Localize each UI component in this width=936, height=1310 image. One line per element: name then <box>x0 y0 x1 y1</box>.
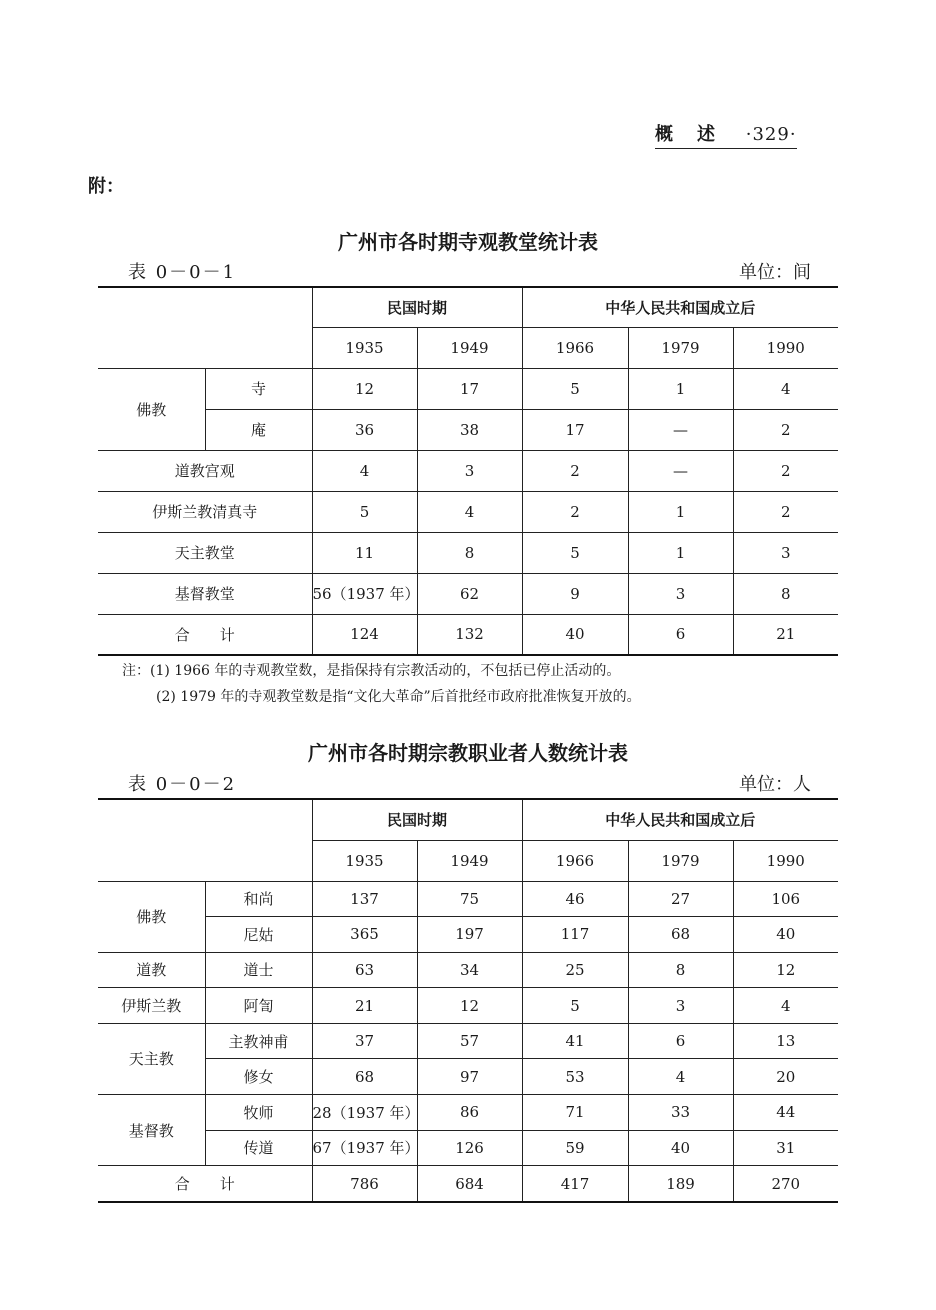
table-cell: 62 <box>417 573 522 614</box>
table-cell: 786 <box>312 1166 417 1202</box>
table1-year-header: 1949 <box>417 327 522 368</box>
table-cell: 3 <box>417 450 522 491</box>
table-cell: 132 <box>417 614 522 655</box>
table-cell: 365 <box>312 917 417 953</box>
appendix-label: 附： <box>88 176 124 197</box>
table-cell: 40 <box>628 1130 733 1166</box>
table-cell: 97 <box>417 1059 522 1095</box>
table-cell: 56（1937 年） <box>312 573 417 614</box>
table-cell: 31 <box>733 1130 838 1166</box>
table-cell: 2 <box>733 450 838 491</box>
table-cell: 137 <box>312 881 417 917</box>
table-cell: 46 <box>522 881 628 917</box>
table-cell: 63 <box>312 952 417 988</box>
table-row <box>98 1095 838 1131</box>
table2-title: 广州市各时期宗教职业者人数统计表 <box>308 741 628 765</box>
row-sub-label: 和尚 <box>205 881 312 917</box>
table-cell: 13 <box>733 1023 838 1059</box>
table-total-row <box>98 1166 838 1202</box>
row-label: 道教宫观 <box>98 450 312 491</box>
table-cell: 4 <box>312 450 417 491</box>
table-cell: 28（1937 年） <box>312 1095 417 1131</box>
table-cell: — <box>628 450 733 491</box>
table-cell: 27 <box>628 881 733 917</box>
table-cell: 2 <box>522 491 628 532</box>
row-sub-label: 道士 <box>205 952 312 988</box>
total-label: 合 计 <box>98 1166 312 1202</box>
table-cell: 41 <box>522 1023 628 1059</box>
table2-year-header: 1935 <box>312 840 417 881</box>
table-cell: 3 <box>628 988 733 1024</box>
table2-year-header: 1949 <box>417 840 522 881</box>
running-header <box>655 120 797 149</box>
row-sub-label: 主教神甫 <box>205 1023 312 1059</box>
section-name: 概述 <box>655 124 739 145</box>
table-cell: 40 <box>733 917 838 953</box>
row-group-label: 佛教 <box>98 368 205 450</box>
table1-title: 广州市各时期寺观教堂统计表 <box>338 230 598 254</box>
row-group-label: 基督教 <box>98 1095 205 1166</box>
table1-year-header: 1935 <box>312 327 417 368</box>
table-cell: 75 <box>417 881 522 917</box>
table2-period1-header: 民国时期 <box>312 799 522 840</box>
table2-year-header: 1990 <box>733 840 838 881</box>
table2-year-header: 1966 <box>522 840 628 881</box>
table-cell: 68 <box>628 917 733 953</box>
row-group-label: 佛教 <box>98 881 205 952</box>
table-cell: 33 <box>628 1095 733 1131</box>
table-cell: 5 <box>522 532 628 573</box>
table-cell: 1 <box>628 532 733 573</box>
table1-year-header: 1979 <box>628 327 733 368</box>
table-cell: 124 <box>312 614 417 655</box>
table-cell: 38 <box>417 409 522 450</box>
table-cell: 3 <box>628 573 733 614</box>
table-cell: 684 <box>417 1166 522 1202</box>
table-cell: 117 <box>522 917 628 953</box>
table-cell: 21 <box>312 988 417 1024</box>
row-group-label: 伊斯兰教 <box>98 988 205 1024</box>
table-cell: 197 <box>417 917 522 953</box>
table-cell: 36 <box>312 409 417 450</box>
table1-period2-header: 中华人民共和国成立后 <box>522 287 838 327</box>
table-cell: 8 <box>628 952 733 988</box>
table-cell: 2 <box>733 409 838 450</box>
row-label: 基督教堂 <box>98 573 312 614</box>
table1-notes <box>122 658 641 710</box>
table-row <box>98 952 838 988</box>
table-cell: 126 <box>417 1130 522 1166</box>
table-cell: 68 <box>312 1059 417 1095</box>
table-cell: 417 <box>522 1166 628 1202</box>
table-row <box>98 368 838 409</box>
table-cell: 4 <box>733 988 838 1024</box>
table1-corner-cell <box>98 287 312 368</box>
table-cell: 5 <box>522 988 628 1024</box>
table-cell: 57 <box>417 1023 522 1059</box>
row-sub-label: 修女 <box>205 1059 312 1095</box>
table1-year-header: 1966 <box>522 327 628 368</box>
table-row <box>98 1130 838 1166</box>
table-cell: 4 <box>733 368 838 409</box>
table2-year-header: 1979 <box>628 840 733 881</box>
table-cell: 1 <box>628 368 733 409</box>
table-cell: — <box>628 409 733 450</box>
table-row <box>98 573 838 614</box>
table-cell: 4 <box>628 1059 733 1095</box>
total-label: 合 计 <box>98 614 312 655</box>
row-sub-label: 牧师 <box>205 1095 312 1131</box>
table-cell: 37 <box>312 1023 417 1059</box>
row-sub-label: 庵 <box>205 409 312 450</box>
table-cell: 2 <box>733 491 838 532</box>
table-cell: 4 <box>417 491 522 532</box>
table-cell: 189 <box>628 1166 733 1202</box>
table-cell: 17 <box>417 368 522 409</box>
note-2: (2) 1979 年的寺观教堂数是指“文化大革命”后首批经市政府批准恢复开放的。 <box>156 689 641 705</box>
table1-year-header: 1990 <box>733 327 838 368</box>
table-cell: 12 <box>312 368 417 409</box>
table-cell: 12 <box>733 952 838 988</box>
table1-number: 表 0－0－1 <box>128 262 237 283</box>
row-sub-label: 寺 <box>205 368 312 409</box>
table2 <box>98 798 838 1203</box>
table-cell: 2 <box>522 450 628 491</box>
row-sub-label: 传道 <box>205 1130 312 1166</box>
table-row <box>98 1023 838 1059</box>
table2-unit: 单位：人 <box>739 774 811 795</box>
row-label: 伊斯兰教清真寺 <box>98 491 312 532</box>
table-cell: 34 <box>417 952 522 988</box>
row-group-label: 天主教 <box>98 1023 205 1094</box>
table-cell: 3 <box>733 532 838 573</box>
table1-unit: 单位：间 <box>739 262 811 283</box>
page-number: ·329· <box>745 124 797 145</box>
table-row <box>98 917 838 953</box>
table-cell: 8 <box>733 573 838 614</box>
table-cell: 6 <box>628 614 733 655</box>
table2-number: 表 0－0－2 <box>128 774 237 795</box>
table-cell: 11 <box>312 532 417 573</box>
row-sub-label: 阿訇 <box>205 988 312 1024</box>
table-cell: 12 <box>417 988 522 1024</box>
table-cell: 9 <box>522 573 628 614</box>
row-sub-label: 尼姑 <box>205 917 312 953</box>
table1-period1-header: 民国时期 <box>312 287 522 327</box>
table-cell: 8 <box>417 532 522 573</box>
row-group-label: 道教 <box>98 952 205 988</box>
table-cell: 270 <box>733 1166 838 1202</box>
table-cell: 40 <box>522 614 628 655</box>
table-cell: 20 <box>733 1059 838 1095</box>
table-row <box>98 409 838 450</box>
table-cell: 53 <box>522 1059 628 1095</box>
table-cell: 21 <box>733 614 838 655</box>
table2-period2-header: 中华人民共和国成立后 <box>522 799 838 840</box>
note-1: 注：(1) 1966 年的寺观教堂数，是指保持有宗教活动的，不包括已停止活动的。 <box>122 663 621 679</box>
table-cell: 86 <box>417 1095 522 1131</box>
table-row <box>98 532 838 573</box>
table-row <box>98 1059 838 1095</box>
table-row <box>98 450 838 491</box>
table-cell: 67（1937 年） <box>312 1130 417 1166</box>
table2-corner-cell <box>98 799 312 881</box>
table-row <box>98 491 838 532</box>
table-cell: 17 <box>522 409 628 450</box>
table-cell: 71 <box>522 1095 628 1131</box>
table-total-row <box>98 614 838 655</box>
table-cell: 44 <box>733 1095 838 1131</box>
row-label: 天主教堂 <box>98 532 312 573</box>
table-row <box>98 988 838 1024</box>
table-cell: 6 <box>628 1023 733 1059</box>
table-cell: 106 <box>733 881 838 917</box>
table-cell: 5 <box>522 368 628 409</box>
table-cell: 1 <box>628 491 733 532</box>
table-cell: 5 <box>312 491 417 532</box>
table-cell: 59 <box>522 1130 628 1166</box>
table1 <box>98 286 838 656</box>
table-cell: 25 <box>522 952 628 988</box>
table-row <box>98 881 838 917</box>
